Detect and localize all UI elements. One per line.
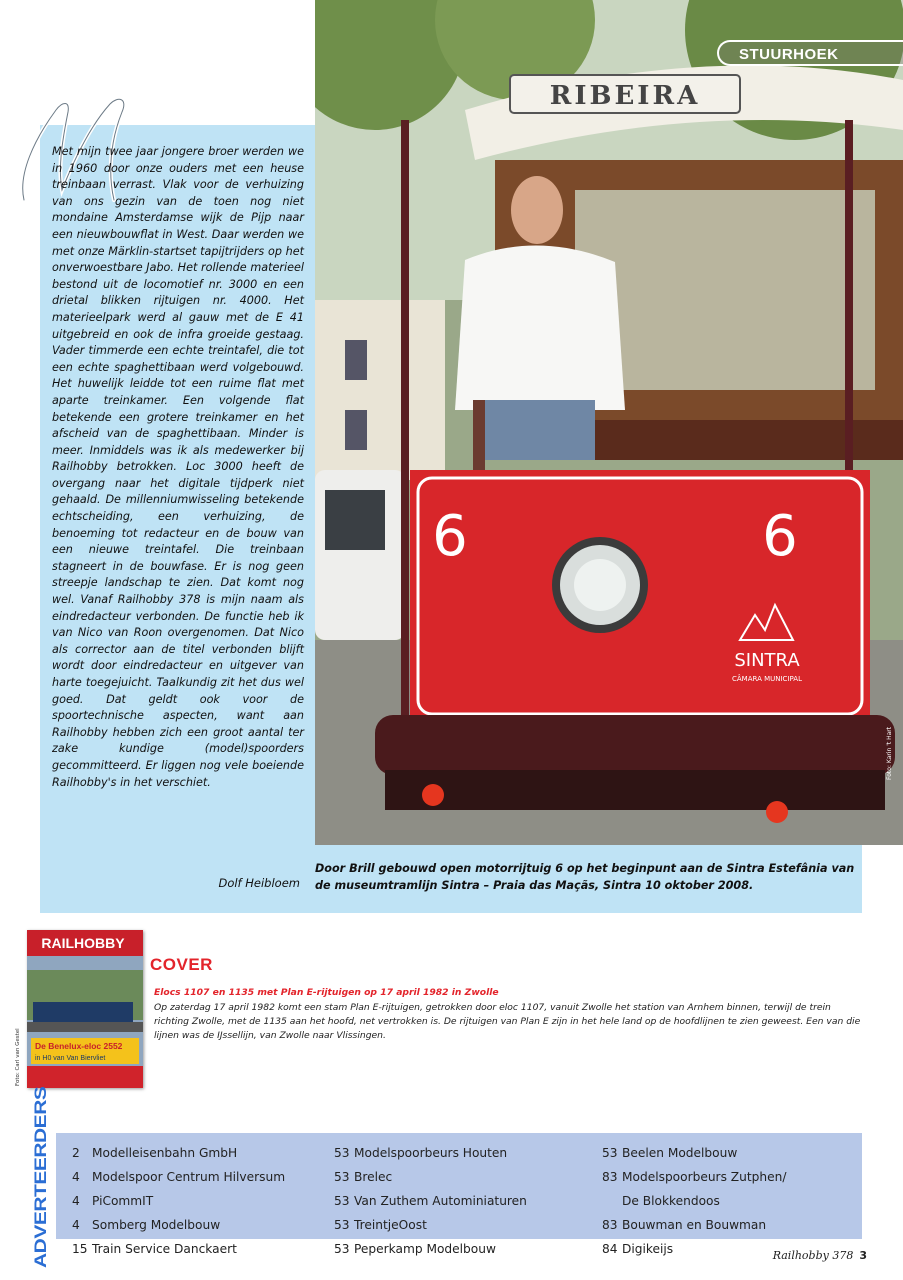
- cover-heading: COVER: [150, 955, 213, 974]
- svg-text:RAILHOBBY: RAILHOBBY: [41, 935, 125, 951]
- editorial-text: Met mijn twee jaar jongere broer werden we in 1960 door onze ouders met een heuse treinbaan verrast. Vlak voor de verhuizing van ons gezin van de toen nog niet mondaine Amsterdamse wijk de Pijp naar een nieuwbouwflat in West. Daar werden we met onze Märklin-startset tapijtrijders op het onverwoestbare Jabo. Het rollende materieel bestond uit de locomotief nr. 3000 en een drietal blikken rijtuigen nr. 4000. Het materieelpark werd al gauw met de E 41 uitgebreid en ook de infra groeide gestaag. Vader timmerde een echte treintafel, die tot een echte spaghettibaan werd volgebouwd. Het huwelijk leidde tot een ruime flat met aparte treinkamer. Een volgende flat betekende een grotere treinkamer en het afscheid van de spaghettibaan. Minder is meer. Inmiddels was ik als medewerker bij Railhobby betrokken. Loc 3000 heeft de overgang naar het digitale tijdperk niet gehaald. De millenniumwisseling betekende echtscheiding, een verhuizing, de benoeming tot redacteur en de bouw van een nieuwe treintafel. Die treinbaan stagneert in de bouwfase. Er is nog geen streepje landschap te zien. Dat komt nog wel. Vanaf Railhobby 378 is mijn naam als eindredacteur verbonden. De functie heb ik van Nico van Roon overgenomen. Dat Nico als corrector aan de titel verbonden blijft wordt door eindredacteur en uitgever van harte toegejuicht. Taalkundig zit het dus wel goed. Dat geldt ook voor de spoortechnische aspecten, want aan Railhobby hebben zich een groot aantal ter zake kundige (model)spoorders gecommitteerd. Er liggen nog vele boeiende Railhobby's in het verschiet.: [52, 145, 304, 789]
- advertiser-item: 53 Modelspoorbeurs Houten: [334, 1146, 508, 1160]
- advertiser-item: 84 Digikeijs: [602, 1242, 674, 1256]
- section-tab: STUURHOEK: [717, 40, 903, 66]
- advertiser-item: 4 Modelspoor Centrum Hilversum: [72, 1170, 286, 1184]
- advertiser-item: 83 Bouwman en Bouwman: [602, 1218, 767, 1232]
- svg-text:6: 6: [762, 504, 798, 569]
- photo-caption: Door Brill gebouwd open motorrijtuig 6 op het beginpunt aan de Sintra Estefânia van de museumtramlijn Sintra – Praia das Maçãs, Sintra 10 oktober 2008.: [315, 862, 855, 892]
- svg-text:6: 6: [432, 504, 468, 569]
- photo-credit: Foto: Karin 't Hart: [886, 726, 893, 780]
- advertiser-item: 53 Beelen Modelbouw: [602, 1146, 738, 1160]
- advertisers-label: ADVERTEERDERS: [31, 1086, 50, 1268]
- svg-text:CÂMARA MUNICIPAL: CÂMARA MUNICIPAL: [732, 675, 802, 683]
- advertiser-item: 4 PiCommIT: [72, 1194, 154, 1208]
- svg-text:SINTRA: SINTRA: [734, 650, 800, 671]
- tram-photo: [315, 0, 903, 845]
- advertisers-column-1: [72, 1141, 285, 1261]
- page-number: 3: [859, 1249, 867, 1262]
- advertiser-item: 4 Somberg Modelbouw: [72, 1218, 221, 1232]
- cover-photo-credit: Foto: Carl van Gestel: [15, 1028, 21, 1086]
- advertiser-item: 53 TreintjeOost: [334, 1218, 427, 1232]
- advertiser-item: 2 Modelleisenbahn GmbH: [72, 1146, 238, 1160]
- svg-text:in H0 van Van Biervliet: in H0 van Van Biervliet: [35, 1055, 106, 1062]
- svg-text:De Benelux-eloc 2552: De Benelux-eloc 2552: [35, 1041, 123, 1051]
- cover-body: Op zaterdag 17 april 1982 komt een stam Plan E-rijtuigen, getrokken door eloc 1107, vanuit Zwolle het station van Arnhem binnen, terwijl de trein richting Zwolle, met de 1135 aan het hoofd, net vertrokken is. De rijtuigen van Plan E zijn in het hele land op de hoofdlijnen te zien geweest. Een van die lijnen was de IJssellijn, van Zwolle naar Vlissingen.: [154, 1002, 861, 1041]
- editorial-signature: Dolf Heibloem: [218, 876, 300, 890]
- advertiser-item: 83 Modelspoorbeurs Zutphen/: [602, 1170, 787, 1184]
- advertisers-column-3: [602, 1141, 786, 1261]
- advertiser-item: 53 Van Zuthem Autominiaturen: [334, 1194, 527, 1208]
- advertisers-column-2: [334, 1141, 527, 1261]
- svg-text:RIBEIRA: RIBEIRA: [549, 81, 701, 111]
- advertiser-item: 53 Brelec: [334, 1170, 393, 1184]
- advertiser-item: De Blokkendoos: [622, 1194, 720, 1208]
- cover-subtitle: Elocs 1107 en 1135 met Plan E-rijtuigen op 17 april 1982 in Zwolle: [154, 987, 499, 998]
- magazine-issue: Railhobby 378: [772, 1249, 854, 1262]
- advertiser-item: 15 Train Service Danckaert: [72, 1242, 237, 1256]
- advertiser-item: 53 Peperkamp Modelbouw: [334, 1242, 496, 1256]
- page-footer: [773, 1249, 867, 1262]
